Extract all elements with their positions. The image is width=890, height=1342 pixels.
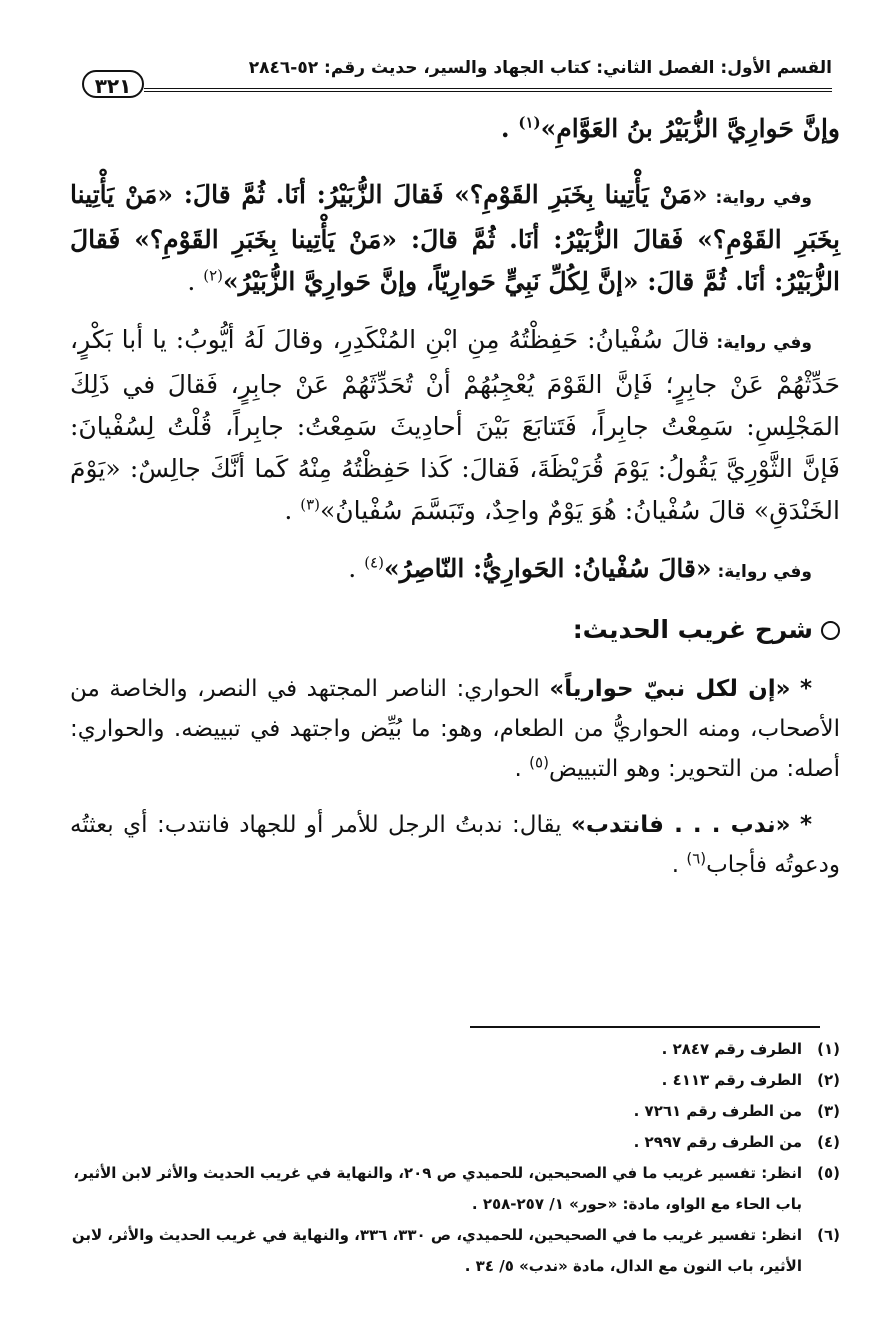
footnote-ref: (٦) [686,849,707,868]
hadith-text: وإنَّ حَوارِيَّ الزُّبَيْرُ بنُ العَوَّامِ» [540,114,840,143]
footnote-text: انظر: تفسير غريب ما في الصحيحين، للحميدي ص ٢٠٩، والنهاية في غريب الحديث والأثر لابن الأثير، باب الحاء مع الواو، مادة: «حور» ١/ ٢٥٧-٢٥٨ . [73,1164,802,1213]
gloss-term: «ندب . . . فانتدب» [570,812,791,838]
star-bullet-icon: * [799,676,813,702]
hadith-text: «قالَ سُفْيانُ: الحَوارِيُّ: النّاصِرُ» [383,554,712,583]
footnote-text: من الطرف رقم ٧٢٦١ . [633,1102,802,1120]
paragraph-tail: . [500,114,519,143]
footnote [70,1096,840,1127]
footnote-divider [470,1026,820,1028]
footnote-text: من الطرف رقم ٢٩٩٧ . [633,1133,802,1151]
gloss-term: «إن لكل نبيّ حوارياً» [549,676,791,702]
page-number: ٣٢١ [82,70,144,98]
footnote-number: (٦) [817,1226,840,1244]
main-text [70,108,840,901]
footnote-number: (٢) [817,1071,840,1089]
footnote-ref: (١) [518,113,541,132]
footnote-ref: (٢) [203,266,224,285]
footnotes [70,1034,840,1282]
gloss-entry-1 [70,669,840,789]
paragraph-tail: . [348,554,365,583]
footnote [70,1034,840,1065]
footnote-number: (٥) [817,1164,840,1182]
footnote-text: انظر: تفسير غريب ما في الصحيحين، للحميدي، ص ٣٣٠، ٣٣٦، والنهاية في غريب الحديث والأثر، لابن الأثير، باب النون مع الدال، مادة «ندب» ٥/ ٣٤ . [71,1226,802,1275]
gloss-text: الحواري: الناصر المجتهد في النصر، والخاصة من الأصحاب، ومنه الحواريُّ من الطعام، وهو: ما بُيِّض واجتهد في تبييضه. والحواري: أصله: من التحوير: وهو التبييض [70,676,840,782]
hadith-paragraph-3 [70,319,840,532]
running-header [82,58,832,102]
star-bullet-icon: * [799,812,813,838]
circle-bullet-icon [821,621,840,640]
paragraph-tail: . [284,496,301,525]
paragraph-tail: . [514,756,530,782]
footnote-text: الطرف رقم ٤١١٣ . [661,1071,802,1089]
narration-lead: وفي رواية: [711,562,812,582]
paragraph-tail: . [187,267,204,296]
paragraph-tail: . [671,852,687,878]
footnote-ref: (٣) [300,495,320,514]
narration-lead: وفي رواية: [709,333,813,353]
section-heading [70,609,840,651]
gloss-text: يقال: ندبتُ الرجل للأمر أو للجهاد فانتدب: أي بعثتُه ودعوتُه فأجاب [70,812,840,878]
header-rule [144,88,832,92]
footnote-number: (٣) [817,1102,840,1120]
hadith-paragraph-1 [70,108,840,150]
section-heading-text: شرح غريب الحديث: [572,615,813,644]
footnote-ref: (٥) [529,753,549,772]
hadith-paragraph-4 [70,548,840,593]
narration-lead: وفي رواية: [707,188,813,208]
hadith-text: قالَ سُفْيانُ: حَفِظْتُهُ مِنِ ابْنِ المُنْكَدِرِ، وقالَ لَهُ أيُّوبُ: يا أبا بَكْرٍ، حَدِّثْهُمْ عَنْ جابِرٍ؛ فَإنَّ القَوْمَ يُعْجِبُهُمْ أنْ تُحَدِّثَهُمْ عَنْ جابِرٍ، فَقالَ في ذَلِكَ المَجْلِسِ: سَمِعْتُ جابِراً، فَتَتابَعَ بَيْنَ أحادِيثَ سَمِعْتُ: جابِراً، قُلْتُ لِسُفْيانَ: فَإنَّ الثَّوْرِيَّ يَقُولُ: يَوْمَ قُرَيْظَةَ، فَقالَ: كَذا حَفِظْتُهُ مِنْهُ كَما أنَّكَ جالِسٌ: «يَوْمَ الخَنْدَقِ» قالَ سُفْيانُ: هُوَ يَوْمٌ واحِدٌ، وتَبَسَّمَ سُفْيانُ» [70,325,840,525]
footnote-text: الطرف رقم ٢٨٤٧ . [661,1040,802,1058]
hadith-paragraph-2 [70,174,840,303]
footnote [70,1127,840,1158]
header-title: القسم الأول: الفصل الثاني: كتاب الجهاد والسير، حديث رقم: ٥٢-٢٨٤٦ [248,58,832,78]
footnote-number: (٤) [817,1133,840,1151]
footnote [70,1065,840,1096]
hadith-text: «مَنْ يَأْتِينا بِخَبَرِ القَوْمِ؟» فَقالَ الزُّبَيْرُ: أنَا. ثُمَّ قالَ: «مَنْ يَأْتِينا بِخَبَرِ القَوْمِ؟» فَقالَ الزُّبَيْرُ: أنَا. ثُمَّ قالَ: «مَنْ يَأْتِينا بِخَبَرِ القَوْمِ؟» فَقالَ الزُّبَيْرُ: أنَا. ثُمَّ قالَ: «إنَّ لِكُلِّ نَبِيٍّ حَوارِيّاً، وإنَّ حَوارِيَّ الزُّبَيْرُ» [70,180,840,296]
gloss-entry-2 [70,805,840,885]
footnote-number: (١) [817,1040,840,1058]
footnote [70,1220,840,1282]
footnote [70,1158,840,1220]
footnote-ref: (٤) [364,553,384,572]
